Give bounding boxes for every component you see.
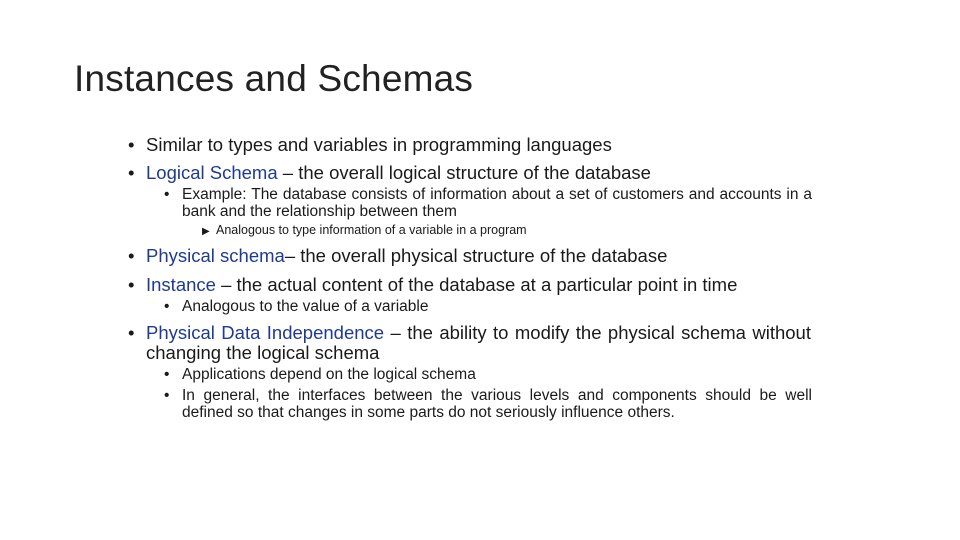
bullet-glyph: • — [128, 162, 135, 183]
sub-bullet-analogous-value — [164, 298, 428, 316]
bullet-glyph: • — [128, 274, 135, 295]
subsub-bullet-analogous-type — [202, 223, 527, 237]
bullet-physical-schema — [128, 245, 667, 267]
bullet-text-block — [146, 323, 811, 363]
bullet-glyph: • — [128, 322, 135, 343]
sub-bullet-example — [164, 186, 814, 220]
bullet-glyph: • — [128, 245, 135, 266]
bullet-similar-types — [128, 134, 612, 156]
sub-bullet-text: In general, the interfaces between the various levels and components should be well defined so that changes in some parts do not seriously influence others. — [182, 387, 812, 421]
bullet-glyph: • — [164, 186, 170, 203]
term-logical-schema: Logical Schema — [146, 162, 278, 183]
sub-bullet-text: Applications depend on the logical schema — [182, 366, 476, 383]
bullet-text: Similar to types and variables in programming languages — [146, 134, 612, 155]
term-physical-schema: Physical schema — [146, 245, 285, 266]
sub-bullet-in-general — [164, 387, 814, 421]
bullet-glyph: • — [164, 298, 170, 315]
subsub-bullet-text: Analogous to type information of a variable in a program — [216, 223, 527, 237]
bullet-text: – the actual content of the database at a particular point in time — [215, 274, 738, 295]
bullet-glyph: • — [128, 134, 135, 155]
bullet-text: – the overall logical structure of the database — [277, 162, 651, 183]
sub-bullet-text: Analogous to the value of a variable — [182, 298, 429, 315]
bullet-instance — [128, 274, 737, 296]
sub-bullet-text: Example: The database consists of information about a set of customers and accounts in a bank and the relationship between them — [182, 186, 812, 220]
bullet-glyph: • — [164, 366, 170, 383]
arrow-bullet-icon: ▶ — [202, 226, 210, 237]
sub-bullet-applications — [164, 366, 476, 384]
bullet-physical-data-independence — [128, 323, 818, 363]
term-instance: Instance — [146, 274, 216, 295]
bullet-text: – the ability to modify the physical schema without changing the logical schema — [146, 322, 811, 363]
bullet-logical-schema — [128, 162, 651, 184]
slide-title: Instances and Schemas — [74, 58, 474, 99]
term-physical-data-independence: Physical Data Independence — [146, 322, 385, 343]
bullet-text: – the overall physical structure of the database — [284, 245, 668, 266]
bullet-glyph: • — [164, 387, 170, 404]
